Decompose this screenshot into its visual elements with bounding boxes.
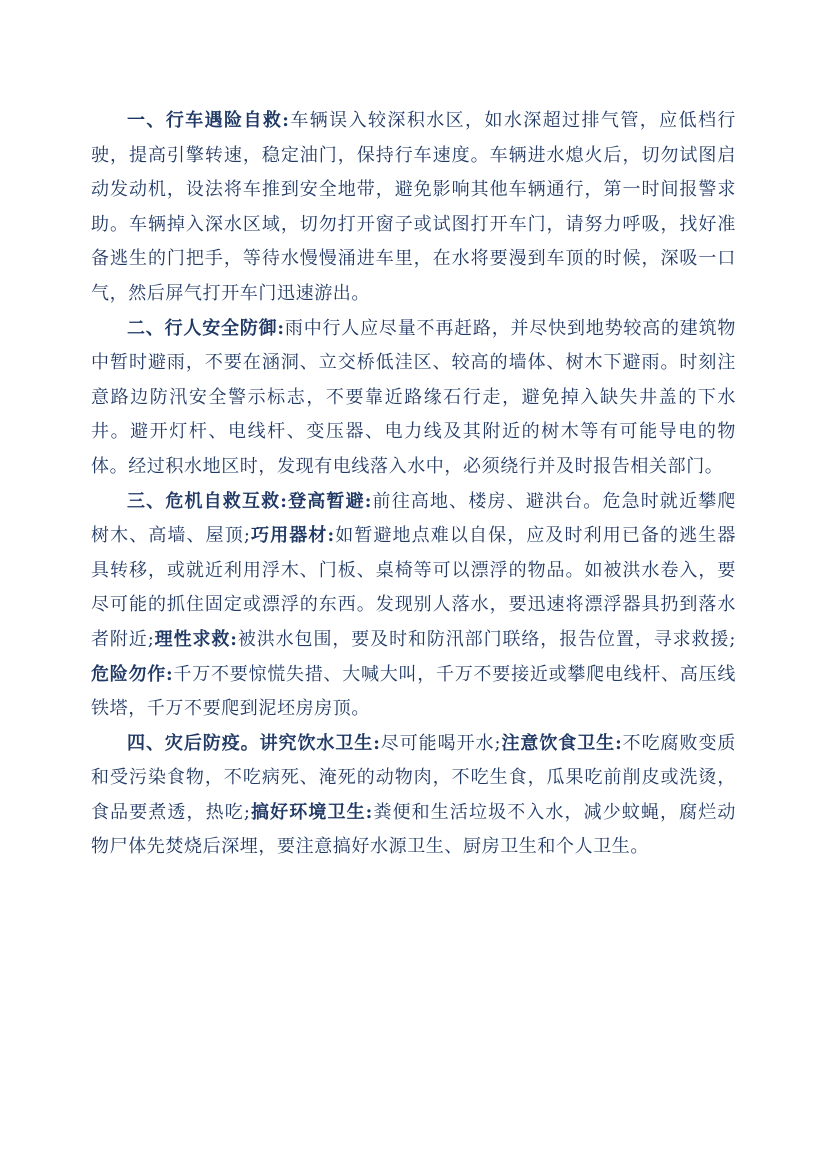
paragraph-post-disaster xyxy=(91,727,736,865)
text-food-hygiene: 不吃腐败变质和受污染食物，不吃病死、淹死的动物肉，不吃生食，瓜果吃前削皮或洗烫，食品要煮透，热吃; xyxy=(91,732,736,823)
label-environment-hygiene: 搞好环境卫生: xyxy=(250,801,373,823)
heading-crisis-rescue: 三、危机自救互救: xyxy=(127,490,288,512)
text-avoid-danger: 千万不要惊慌失措、大喊大叫，千万不要接近或攀爬电线杆、高压线铁塔，千万不要爬到泥坯房房顶。 xyxy=(91,663,736,720)
text-use-equipment: 如暂避地点难以自保，应及时利用已备的逃生器具转移，或就近利用浮木、门板、桌椅等可以漂浮的物品。如被洪水卷入，要尽可能的抓住固定或漂浮的东西。发现别人落水，要迅速将漂浮器具扔到落水者附近; xyxy=(91,525,736,650)
body-pedestrian-safety: 雨中行人应尽量不再赶路，并尽快到地势较高的建筑物中暂时避雨，不要在涵洞、立交桥低洼区、较高的墙体、树木下避雨。时刻注意路边防汛安全警示标志，不要靠近路缘石行走，避免掉入缺失井盖的下水井。避开灯杆、电线杆、变压器、电力线及其附近的树木等有可能导电的物体。经过积水地区时，发现有电线落入水中，必须绕行并及时报告相关部门。 xyxy=(91,317,736,477)
paragraph-crisis-rescue xyxy=(91,485,736,727)
label-food-hygiene: 注意饮食卫生: xyxy=(501,732,623,754)
label-use-equipment: 巧用器材: xyxy=(250,525,335,547)
heading-vehicle-self-rescue: 一、行车遇险自救: xyxy=(127,110,290,131)
label-avoid-danger: 危险勿作: xyxy=(91,663,174,685)
label-water-hygiene: 讲究饮水卫生: xyxy=(259,732,381,754)
text-climb-high: 前往高地、楼房、避洪台。危急时就近攀爬树木、高墙、屋顶; xyxy=(91,490,737,547)
paragraph-vehicle-self-rescue xyxy=(91,104,736,312)
heading-pedestrian-safety: 二、行人安全防御: xyxy=(127,317,285,339)
paragraph-pedestrian-safety xyxy=(91,312,736,485)
text-rational-help: 被洪水包围，要及时和防汛部门联络，报告位置，寻求救援; xyxy=(237,628,736,650)
document-page xyxy=(91,104,736,865)
heading-post-disaster: 四、灾后防疫。 xyxy=(127,732,260,754)
text-environment-hygiene: 粪便和生活垃圾不入水，减少蚊蝇，腐烂动物尸体先焚烧后深埋，要注意搞好水源卫生、厨房卫生和个人卫生。 xyxy=(91,801,736,858)
label-climb-high: 登高暂避: xyxy=(287,490,372,512)
label-rational-help: 理性求救: xyxy=(154,628,238,650)
text-water-hygiene: 尽可能喝开水; xyxy=(380,732,502,754)
body-vehicle-self-rescue: 车辆误入较深积水区，如水深超过排气管，应低档行驶，提高引擎转速，稳定油门，保持行车速度。车辆进水熄火后，切勿试图启动发动机，设法将车推到安全地带，避免影响其他车辆通行，第一时间报警求助。车辆掉入深水区域，切勿打开窗子或试图打开车门，请努力呼吸，找好准备逃生的门把手，等待水慢慢涌进车里，在水将要漫到车顶的时候，深吸一口气，然后屏气打开车门迅速游出。 xyxy=(91,110,736,304)
